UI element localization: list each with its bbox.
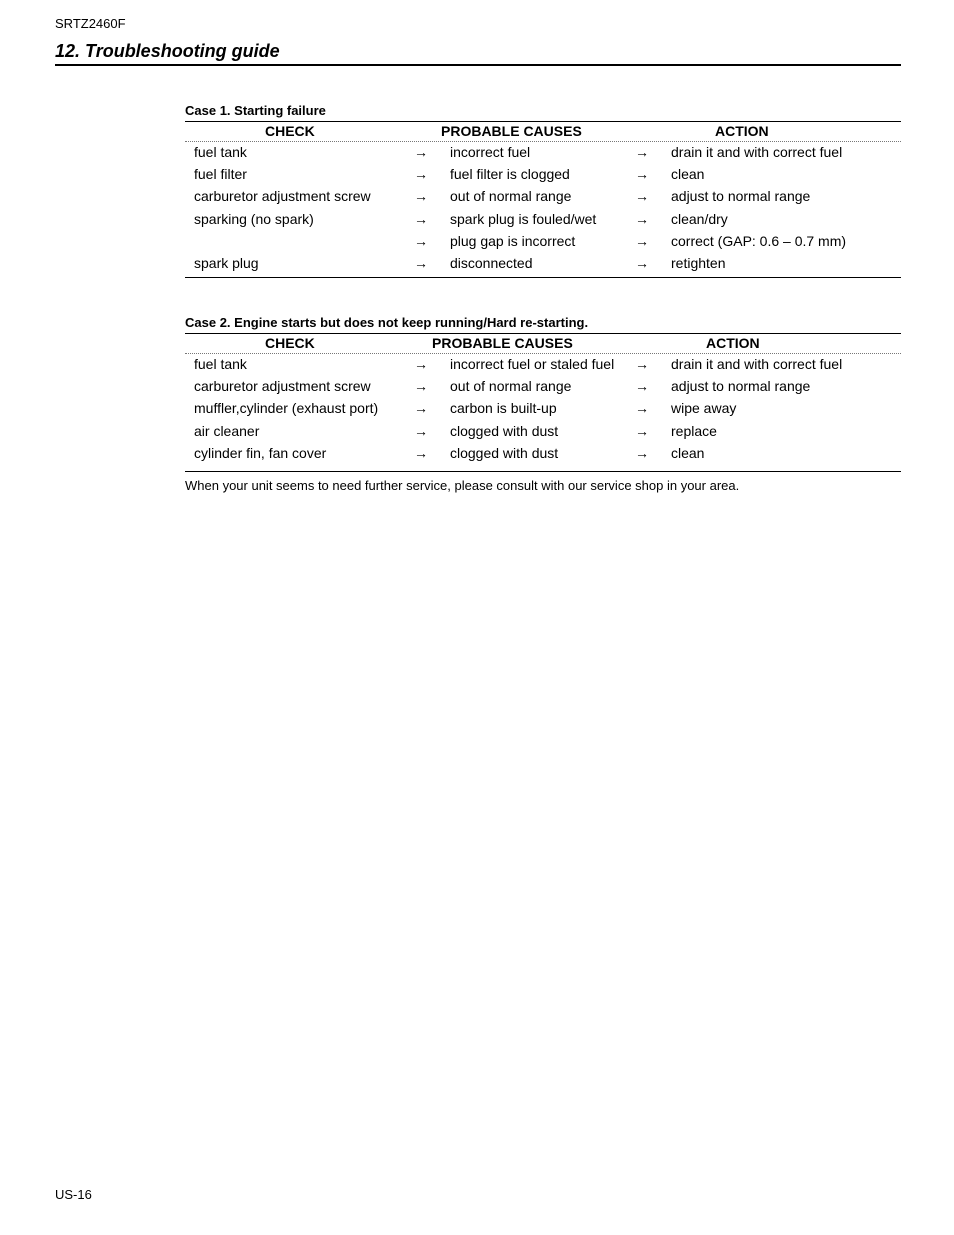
case1-title: Case 1. Starting failure <box>185 103 326 118</box>
arrow-icon: → <box>635 400 649 417</box>
check-cell: carburetor adjustment screw <box>194 378 371 395</box>
arrow-icon: → <box>414 400 428 417</box>
arrow-icon: → <box>414 444 428 461</box>
table-row <box>185 142 901 164</box>
arrow-icon: → <box>635 144 649 160</box>
action-column-header: ACTION <box>706 335 760 351</box>
table-row <box>185 354 901 376</box>
action-cell: wipe away <box>671 400 737 417</box>
action-cell: adjust to normal range <box>671 378 811 395</box>
table-row <box>185 164 901 186</box>
arrow-icon: → <box>635 232 649 249</box>
arrow-icon: → <box>414 232 428 249</box>
arrow-icon: → <box>414 378 428 395</box>
cause-cell: clogged with dust <box>450 422 559 439</box>
check-cell: carburetor adjustment screw <box>194 188 371 205</box>
table-row <box>185 253 901 275</box>
action-cell: retighten <box>671 254 726 271</box>
cause-cell: disconnected <box>450 254 533 271</box>
cause-cell: out of normal range <box>450 188 572 205</box>
table-row <box>185 376 901 398</box>
case2-rows <box>185 354 901 472</box>
check-cell: cylinder fin, fan cover <box>194 444 327 461</box>
check-cell: air cleaner <box>194 422 260 439</box>
cause-cell: out of normal range <box>450 378 572 395</box>
arrow-icon: → <box>414 356 428 372</box>
service-note: When your unit seems to need further service, please consult with our service shop in your area. <box>185 478 740 493</box>
case2-title: Case 2. Engine starts but does not keep running/Hard re-starting. <box>185 315 589 330</box>
case1-rows <box>185 142 901 278</box>
arrow-icon: → <box>635 378 649 395</box>
section-title: 12. Troubleshooting guide <box>55 41 901 66</box>
model-number: SRTZ2460F <box>55 16 126 31</box>
check-cell: fuel tank <box>194 356 247 372</box>
table-row <box>185 398 901 420</box>
check-cell: muffler,cylinder (exhaust port) <box>194 400 379 417</box>
action-cell: clean/dry <box>671 210 728 227</box>
cause-cell: incorrect fuel or staled fuel <box>450 356 615 372</box>
cause-cell: fuel filter is clogged <box>450 166 570 183</box>
table-row <box>185 421 901 443</box>
check-cell: fuel tank <box>194 144 247 160</box>
case1-table <box>185 103 901 278</box>
arrow-icon: → <box>635 166 649 183</box>
page-number: US-16 <box>55 1187 92 1202</box>
arrow-icon: → <box>635 356 649 372</box>
check-cell: sparking (no spark) <box>194 210 314 227</box>
action-cell: drain it and with correct fuel <box>671 356 843 372</box>
cause-cell: carbon is built-up <box>450 400 557 417</box>
action-cell: drain it and with correct fuel <box>671 144 843 160</box>
check-cell: fuel filter <box>194 166 247 183</box>
cause-cell: plug gap is incorrect <box>450 232 576 249</box>
action-cell: correct (GAP: 0.6 – 0.7 mm) <box>671 232 847 249</box>
arrow-icon: → <box>635 422 649 439</box>
arrow-icon: → <box>635 254 649 271</box>
check-cell: spark plug <box>194 254 259 271</box>
case1-header-row <box>185 121 901 142</box>
action-column-header: ACTION <box>715 123 769 139</box>
arrow-icon: → <box>414 422 428 439</box>
arrow-icon: → <box>414 188 428 205</box>
action-cell: adjust to normal range <box>671 188 811 205</box>
arrow-icon: → <box>414 210 428 227</box>
arrow-icon: → <box>414 166 428 183</box>
cause-cell: spark plug is fouled/wet <box>450 210 597 227</box>
check-column-header: CHECK <box>265 335 315 351</box>
causes-column-header: PROBABLE CAUSES <box>441 123 582 139</box>
arrow-icon: → <box>635 210 649 227</box>
causes-column-header: PROBABLE CAUSES <box>432 335 573 351</box>
action-cell: clean <box>671 166 705 183</box>
table-row <box>185 231 901 253</box>
case2-table <box>185 315 901 472</box>
cause-cell: incorrect fuel <box>450 144 531 160</box>
arrow-icon: → <box>414 144 428 160</box>
table-row <box>185 443 901 465</box>
cause-cell: clogged with dust <box>450 444 559 461</box>
arrow-icon: → <box>635 188 649 205</box>
action-cell: clean <box>671 444 705 461</box>
check-column-header: CHECK <box>265 123 315 139</box>
action-cell: replace <box>671 422 717 439</box>
table-row <box>185 209 901 231</box>
arrow-icon: → <box>635 444 649 461</box>
table-row <box>185 186 901 208</box>
arrow-icon: → <box>414 254 428 271</box>
case2-header-row <box>185 333 901 354</box>
